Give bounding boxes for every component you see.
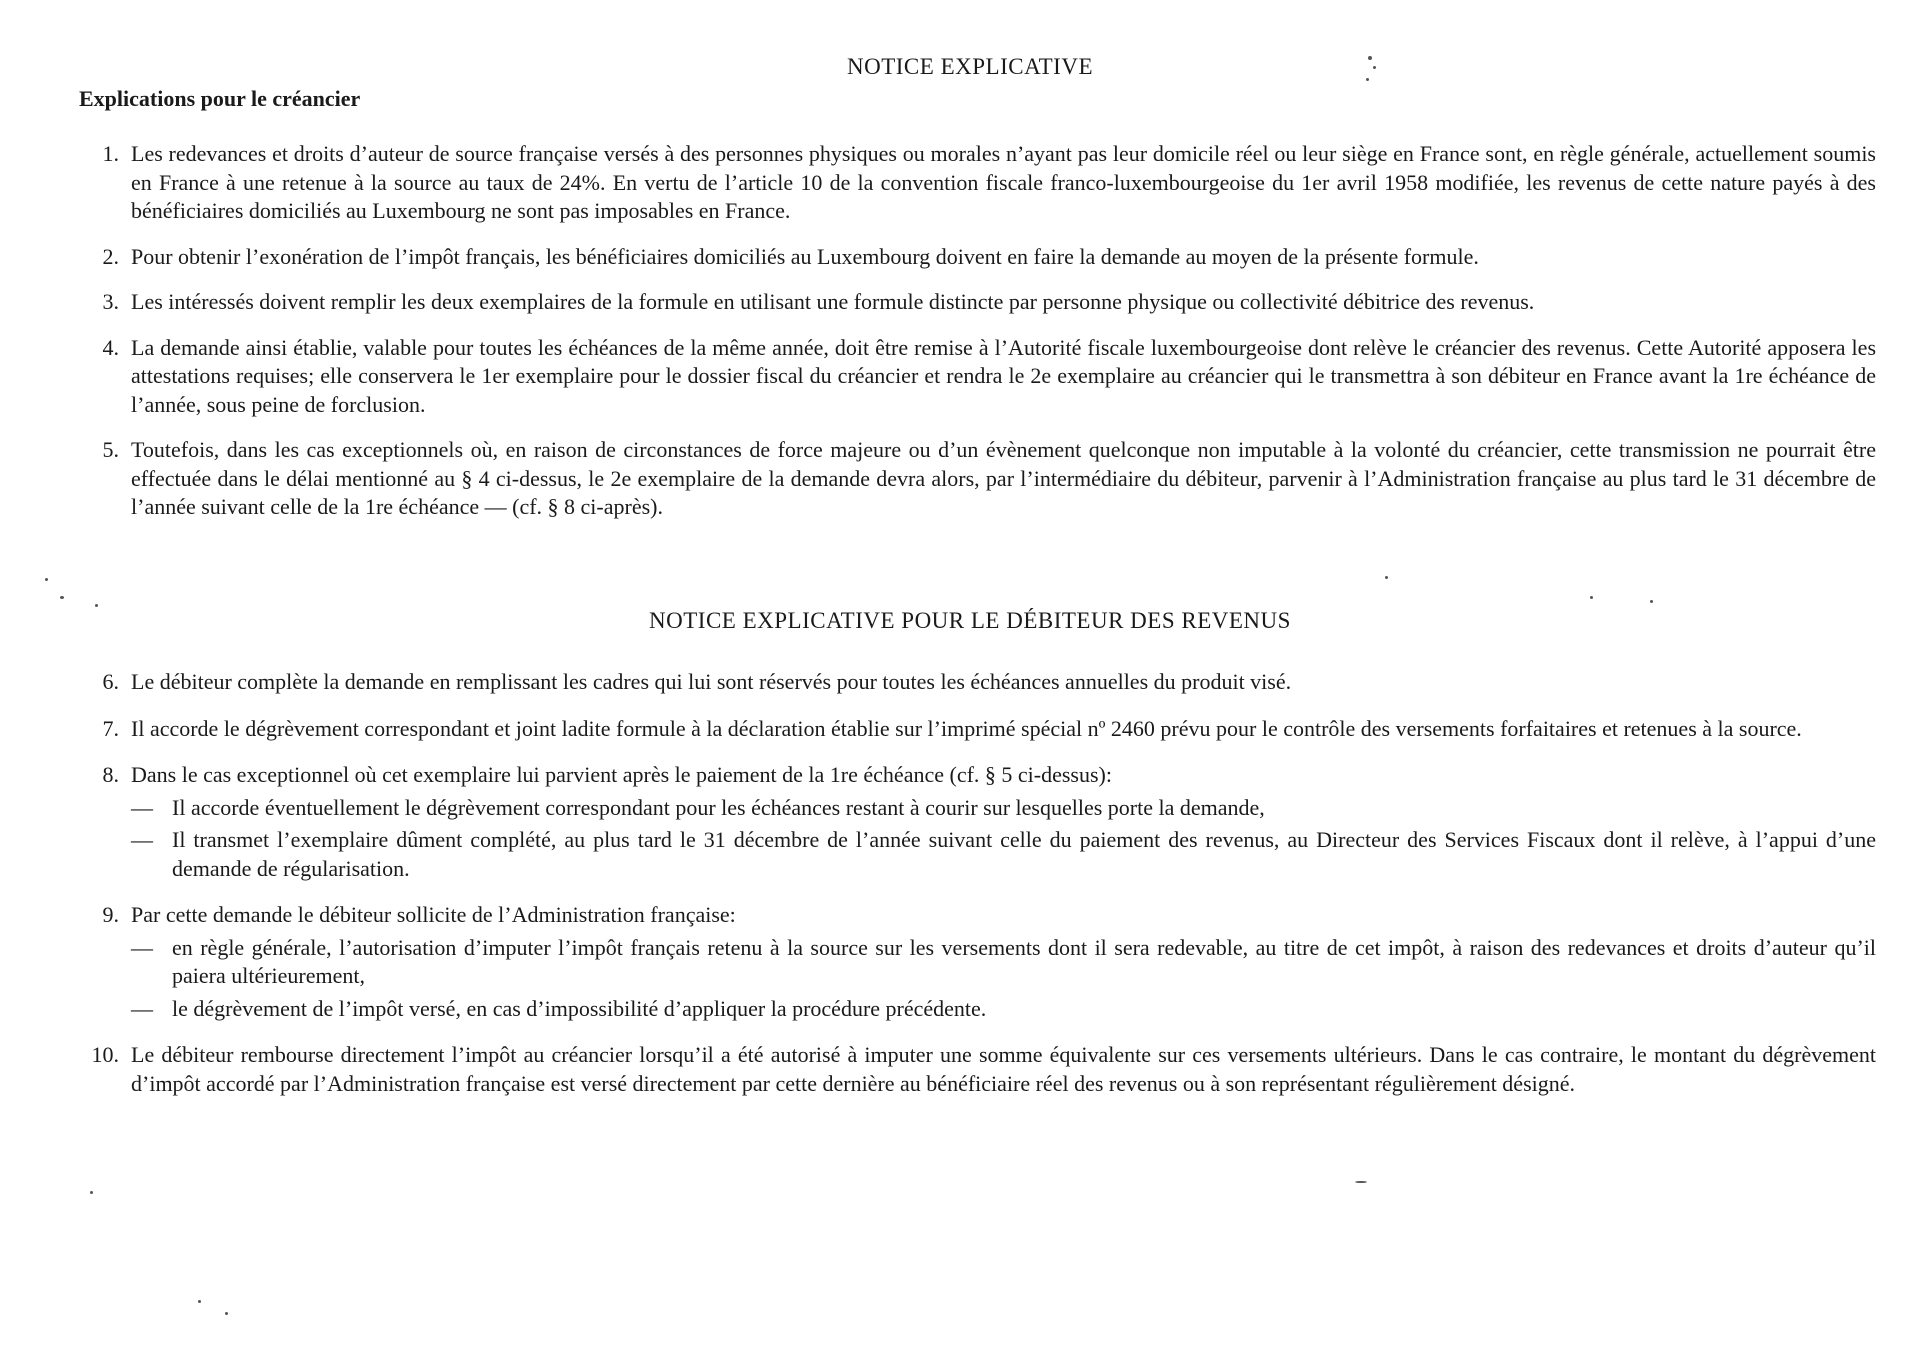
sub-item <box>131 794 1876 823</box>
list-item <box>0 761 1876 883</box>
item-text: La demande ainsi établie, valable pour toutes les échéances de la même année, doit être remise à l’Autorité fiscale luxembourgeoise dont relève le créancier des revenus. Cette Autorité apposera les attestations requises; elle conservera le 1er exemplaire pour le dossier fiscal du créancier et rendra le 2e exemplaire au créancier qui le transmettra à son débiteur en France avant la 1re échéance de l’année, sous peine de forclusion. <box>131 334 1876 417</box>
dash-bullet: — <box>131 827 153 852</box>
dash-bullet: — <box>131 794 153 820</box>
scan-speck <box>1355 1181 1367 1183</box>
sub-item-text: Il transmet l’exemplaire dûment complété, au plus tard le 31 décembre de l’année suivant celle du paiement des revenus, au Directeur des Services Fiscaux dont il relève, à l’appui d’une demande de régularisation. <box>172 827 1876 881</box>
list-item <box>0 243 1876 272</box>
creditor-subheading: Explications pour le créancier <box>79 86 361 111</box>
item-number: 6. <box>102 669 119 694</box>
item-number: 9. <box>102 902 119 927</box>
item-number: 1. <box>102 141 119 166</box>
sub-item-text: le dégrèvement de l’impôt versé, en cas d’impossibilité d’appliquer la procédure précédente. <box>172 995 987 1021</box>
item-text: Par cette demande le débiteur sollicite de l’Administration française: <box>131 902 736 927</box>
sub-item <box>131 995 1876 1024</box>
scan-speck <box>45 578 48 581</box>
list-item <box>0 715 1876 744</box>
item-number: 2. <box>102 243 119 269</box>
scan-speck <box>225 1312 228 1315</box>
list-item <box>0 436 1876 522</box>
sub-item <box>131 826 1876 883</box>
list-item <box>0 334 1876 420</box>
sub-item-text: en règle générale, l’autorisation d’imputer l’impôt français retenu à la source sur les versements dont il sera redevable, au titre de cet impôt, à raison des redevances et droits d’auteur qu’il paiera ultérieurement, <box>172 934 1876 988</box>
item-text: Le débiteur rembourse directement l’impôt au créancier lorsqu’il a été autorisé à imputer une somme équivalente sur ces versements ultérieurs. Dans le cas contraire, le montant du dégrèvement d’impôt accordé par l’Administration française est versé directement par cette dernière au bénéficiaire réel des revenus ou à son représentant régulièrement désigné. <box>131 1042 1876 1096</box>
item-number: 10. <box>91 1042 119 1067</box>
item-text: Toutefois, dans les cas exceptionnels où, en raison de circonstances de force majeure ou d’un évènement quelconque non imputable à la volonté du créancier, cette transmission ne pourrait être effectuée dans le délai mentionné au § 4 ci-dessus, le 2e exemplaire de la demande devra alors, par l’intermédiaire du débiteur, parvenir à l’Administration française au plus tard le 31 décembre de l’année suivant celle de la 1re échéance — (cf. § 8 ci-après). <box>131 437 1876 519</box>
item-text: Dans le cas exceptionnel où cet exemplaire lui parvient après le paiement de la 1re échéance (cf. § 5 ci-dessus): <box>131 762 1112 787</box>
list-item <box>0 901 1876 1023</box>
scan-speck <box>1368 56 1372 60</box>
item-text: Le débiteur complète la demande en remplissant les cadres qui lui sont réservés pour toutes les échéances annuelles du produit visé. <box>131 669 1292 694</box>
item-number: 4. <box>102 334 119 360</box>
sub-item <box>131 934 1876 991</box>
scan-speck <box>60 596 64 599</box>
scan-speck <box>1650 600 1653 603</box>
item-number: 5. <box>102 437 119 462</box>
item-text: Les intéressés doivent remplir les deux exemplaires de la formule en utilisant une formule distincte par personne physique ou collectivité débitrice des revenus. <box>131 289 1535 314</box>
creditor-notes-list <box>0 140 1920 522</box>
debtor-section-title: NOTICE EXPLICATIVE POUR LE DÉBITEUR DES REVENUS <box>649 608 1291 633</box>
list-item <box>0 668 1876 697</box>
debtor-notes-list <box>0 668 1920 1098</box>
scan-speck <box>90 1191 93 1194</box>
scan-speck <box>198 1300 201 1303</box>
item-text: Les redevances et droits d’auteur de source française versés à des personnes physiques ou morales n’ayant pas leur domicile réel ou leur siège en France sont, en règle générale, actuellement soumis en France à une retenue à la source au taux de 24%. En vertu de l’article 10 de la convention fiscale franco-luxembourgeoise du 1er avril 1958 modifiée, les revenus de cette nature payés à des bénéficiaires domiciliés au Luxembourg ne sont pas imposables en France. <box>131 141 1876 223</box>
item-number: 3. <box>102 289 119 314</box>
scan-speck <box>1590 596 1593 599</box>
scan-speck <box>1385 576 1388 579</box>
item-text: Il accorde le dégrèvement correspondant et joint ladite formule à la déclaration établie sur l’imprimé spécial nº 2460 prévu pour le contrôle des versements forfaitaires et retenues à la source. <box>131 715 1802 741</box>
item-number: 8. <box>102 762 119 787</box>
scan-speck <box>1373 66 1376 69</box>
item-text: Pour obtenir l’exonération de l’impôt français, les bénéficiaires domiciliés au Luxembourg doivent en faire la demande au moyen de la présente formule. <box>131 243 1479 269</box>
scan-speck <box>1366 78 1369 81</box>
page-title: NOTICE EXPLICATIVE <box>847 54 1093 79</box>
list-item <box>0 140 1876 226</box>
list-item <box>0 288 1876 317</box>
sub-item-text: Il accorde éventuellement le dégrèvement correspondant pour les échéances restant à courir sur lesquelles porte la demande, <box>172 794 1265 820</box>
dash-bullet: — <box>131 934 153 960</box>
list-item <box>0 1041 1876 1098</box>
item-number: 7. <box>102 715 119 741</box>
dash-bullet: — <box>131 995 153 1021</box>
scan-speck <box>95 604 98 607</box>
